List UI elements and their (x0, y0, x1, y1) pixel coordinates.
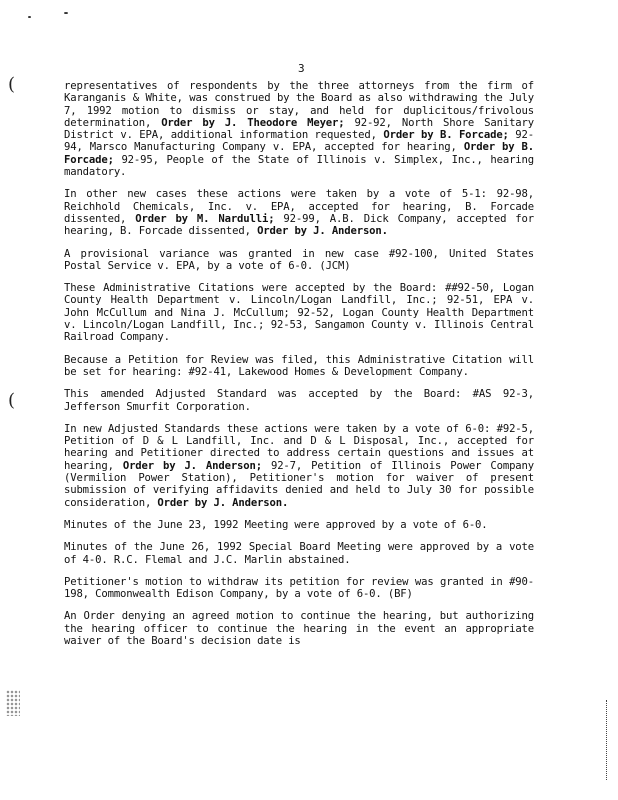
order-signature: Order by J. Theodore Meyer; (161, 116, 345, 129)
paragraph-text: 92-99, A.B. Dick Company, accepted for hearing, B. Forcade dissented, (64, 212, 534, 238)
order-signature: Order by M. Nardulli; (135, 212, 275, 225)
paragraph (64, 388, 534, 413)
paragraph-text: Petitioner's motion to withdraw its petition for review was granted in #90-198, Commonwealth Edison Company, by a vote of 6-0. (BF) (64, 575, 534, 601)
paragraph-text: 92-94, Marsco Manufacturing Company v. EPA, accepted for hearing, (64, 129, 534, 154)
paragraph (64, 576, 534, 601)
paragraph-text: An Order denying an agreed motion to continue the hearing, but authorizing the hearing officer to continue the hearing in the event an appropriate waiver of the Board's decision date is (64, 610, 534, 647)
scan-speck (28, 16, 31, 18)
scan-smudge (6, 690, 20, 716)
paragraph (64, 610, 534, 647)
paragraph (64, 282, 534, 343)
paragraph-text: A provisional variance was granted in new case #92-100, United States Postal Service v. EPA, by a vote of 6-0. (JCM) (64, 247, 534, 272)
paragraph (64, 248, 534, 273)
paragraph (64, 519, 534, 531)
paragraph-text: 92-7, Petition of Illinois Power Company (Vermilion Power Station), Petitioner's motion for waiver of present submission of verifying affidavits denied and held to July 30 for possible consideration, (64, 459, 534, 509)
order-signature: Order by B. Forcade; (64, 141, 534, 166)
paragraph (64, 354, 534, 379)
page-number: 3 (298, 62, 305, 75)
paragraph-text: This amended Adjusted Standard was accepted by the Board: #AS 92-3, Jefferson Smurfit Corporation. (64, 388, 534, 413)
scan-edge-mark (606, 700, 608, 780)
paragraph-text: 92-92, North Shore Sanitary District v. EPA, additional information requested, (64, 116, 534, 142)
binder-hole-mark: ( (8, 74, 16, 95)
paragraph (64, 423, 534, 509)
paragraph-text: Minutes of the June 23, 1992 Meeting were approved by a vote of 6-0. (64, 518, 488, 531)
paragraph-text: In other new cases these actions were taken by a vote of 5-1: 92-98, Reichhold Chemicals, Inc. v. EPA, accepted for hearing, B. Forcade dissented, (64, 188, 534, 225)
document-body (64, 80, 534, 657)
order-signature: Order by B. Forcade; (383, 129, 509, 142)
binder-hole-mark: ( (8, 390, 16, 411)
paragraph-text: Minutes of the June 26, 1992 Special Board Meeting were approved by a vote of 4-0. R.C. Flemal and J.C. Marlin abstained. (64, 541, 534, 566)
paragraph (64, 541, 534, 566)
paragraph-text: 92-95, People of the State of Illinois v. Simplex, Inc., hearing mandatory. (64, 153, 534, 179)
paragraph-text: representatives of respondents by the three attorneys from the firm of Karanganis & White, was construed by the Board as also withdrawing the July 7, 1992 motion to dismiss or stay, and held for duplicitous/frivolous determination, (64, 80, 534, 129)
order-signature: Order by J. Anderson; (122, 459, 262, 472)
paragraph-text: Because a Petition for Review was filed, this Administrative Citation will be set for hearing: #92-41, Lakewood Homes & Development Company. (64, 353, 534, 378)
order-signature: Order by J. Anderson. (157, 496, 289, 509)
paragraph (64, 188, 534, 237)
scan-speck (64, 12, 68, 14)
paragraph (64, 80, 534, 178)
paragraph-text: In new Adjusted Standards these actions were taken by a vote of 6-0: #92-5, Petition of D & L Landfill, Inc. and D & L Disposal, Inc., accepted for hearing and Petitioner directed to address certain questions and issues at hearing, (64, 422, 534, 472)
order-signature: Order by J. Anderson. (257, 225, 388, 238)
paragraph-text: These Administrative Citations were accepted by the Board: ##92-50, Logan County Health Department v. Lincoln/Logan Landfill, Inc.; 92-51, EPA v. John McCullum and Nina J. McCullum; 92-52, Logan County Health Department v. Lincoln/Logan Landfill, Inc.; 92-53, Sangamon County v. Illinois Central Railroad Company. (64, 282, 534, 344)
